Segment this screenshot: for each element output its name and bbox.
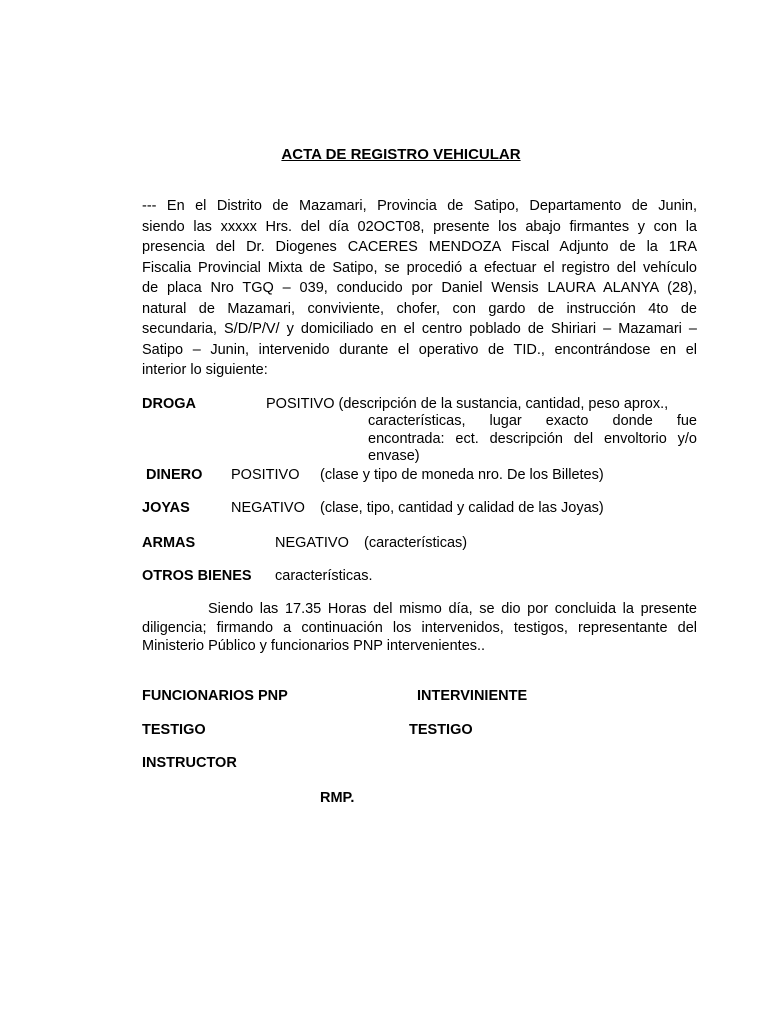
dinero-status: POSITIVO xyxy=(231,467,300,483)
intro-line: natural de Mazamari, conviviente, chofer, con gardo de instrucción 4to de xyxy=(142,300,697,317)
intro-paragraph xyxy=(142,196,697,381)
droga-desc-line: envase) xyxy=(368,448,420,464)
closing-paragraph xyxy=(142,600,697,656)
joyas-label: JOYAS xyxy=(142,500,190,516)
signature-rmp: RMP. xyxy=(320,790,355,806)
otros-bienes-description: características. xyxy=(275,568,373,584)
intro-line: --- En el Distrito de Mazamari, Provincia de Satipo, Departamento de Junin, xyxy=(142,198,697,214)
signature-funcionarios-pnp: FUNCIONARIOS PNP xyxy=(142,688,288,704)
otros-bienes-label: OTROS BIENES xyxy=(142,568,252,584)
dinero-label: DINERO xyxy=(146,467,203,483)
signature-testigo-left: TESTIGO xyxy=(142,722,206,738)
intro-line: siendo las xxxxx Hrs. del día 02OCT08, presente los abajo firmantes y con la xyxy=(142,218,697,235)
closing-line: Ministerio Público y funcionarios PNP intervenientes.. xyxy=(142,638,486,654)
signature-interviniente: INTERVINIENTE xyxy=(417,688,528,704)
armas-status: NEGATIVO xyxy=(275,535,349,551)
closing-line: Siendo las 17.35 Horas del mismo día, se dio por concluida la presente xyxy=(208,601,697,617)
intro-line: de placa Nro TGQ – 039, conducido por Daniel Wensis LAURA ALANYA (28), xyxy=(142,280,697,296)
droga-desc-line: encontrada: ect. descripción del envoltorio y/o xyxy=(368,430,697,447)
document-title: ACTA DE REGISTRO VEHICULAR xyxy=(281,146,521,163)
intro-line: secundaria, S/D/P/V/ y domiciliado en el centro poblado de Shiriari – Mazamari – xyxy=(142,321,697,337)
droga-desc-line: características, lugar exacto donde fue xyxy=(368,413,697,429)
joyas-description: (clase, tipo, cantidad y calidad de las Joyas) xyxy=(320,500,604,516)
joyas-status: NEGATIVO xyxy=(231,500,305,516)
signature-instructor: INSTRUCTOR xyxy=(142,755,237,771)
intro-line: interior lo siguiente: xyxy=(142,362,268,378)
droga-label: DROGA xyxy=(142,396,196,412)
intro-line: presencia del Dr. Diogenes CACERES MENDOZA Fiscal Adjunto de la 1RA xyxy=(142,239,697,255)
armas-description: (características) xyxy=(364,535,468,551)
signature-testigo-right: TESTIGO xyxy=(409,722,473,738)
intro-line: Satipo – Junin, intervenido durante el operativo de TID., encontrándose en el xyxy=(142,341,697,358)
armas-label: ARMAS xyxy=(142,535,196,551)
intro-line: Fiscalia Provincial Mixta de Satipo, se procedió a efectuar el registro del vehículo xyxy=(142,259,697,276)
closing-line: diligencia; firmando a continuación los intervenidos, testigos, representante del xyxy=(142,619,697,636)
droga-status: POSITIVO (descripción de la sustancia, cantidad, peso aprox., xyxy=(266,396,669,412)
dinero-description: (clase y tipo de moneda nro. De los Billetes) xyxy=(320,467,604,483)
droga-description xyxy=(368,413,697,466)
